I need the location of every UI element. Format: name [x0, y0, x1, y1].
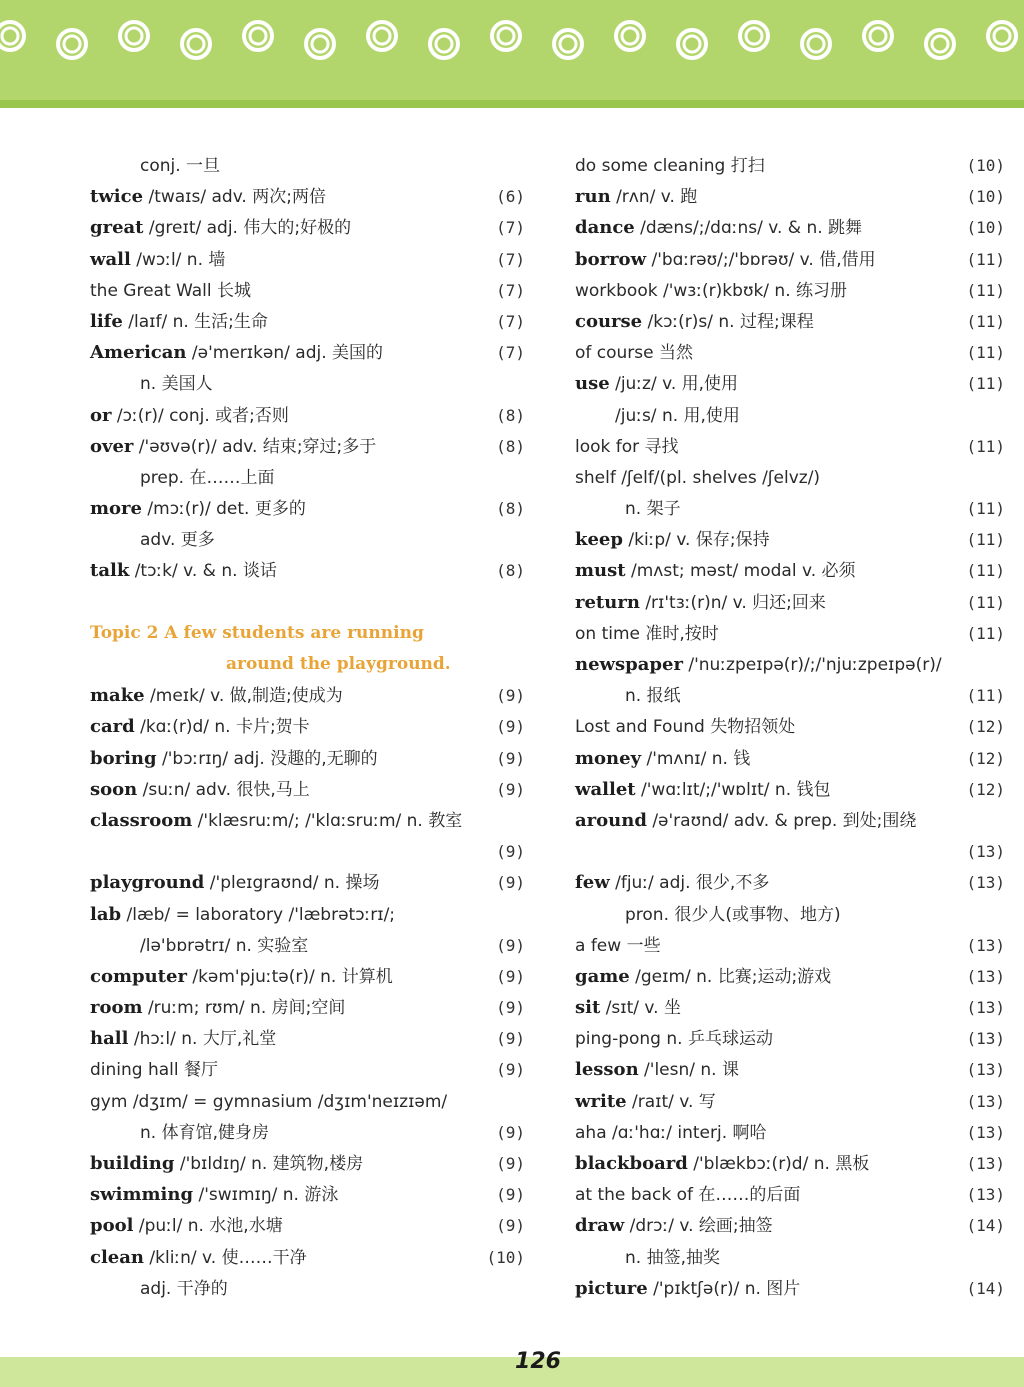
definition: /juːs/ n. 用,使用: [615, 405, 740, 426]
headword: life: [90, 310, 123, 332]
definition: /greɪt/ adj. 伟大的;好极的: [143, 218, 352, 239]
definition: /kiːp/ v. 保存;保持: [622, 530, 770, 551]
ring-icon: [58, 30, 86, 58]
definition: /kɑː(r)d/ n. 卡片;贺卡: [134, 717, 310, 738]
vocab-entry: [575, 306, 1005, 337]
definition: /twaɪs/ adv. 两次;两倍: [143, 187, 326, 208]
vocab-entry: [90, 555, 525, 586]
definition: /hɔːl/ n. 大厅,礼堂: [128, 1029, 277, 1050]
unit-ref: (9): [496, 717, 525, 737]
ring-icon: [994, 28, 1010, 44]
headword: lesson: [575, 1059, 639, 1081]
decorative-rings-icon: [0, 0, 1024, 80]
unit-ref: (11): [966, 436, 1005, 456]
definition: workbook /'wɜː(r)kbʊk/ n. 练习册: [575, 280, 847, 301]
ring-icon: [864, 22, 892, 50]
definition: /dæns/;/dɑːns/ v. & n. 跳舞: [634, 218, 863, 239]
definition: /'bɔːrɪŋ/ adj. 没趣的,无聊的: [156, 748, 378, 769]
definition: /sɪt/ v. 坐: [600, 998, 681, 1019]
spacer: [90, 587, 525, 618]
header-banner: [0, 0, 1024, 108]
headword: wallet: [575, 778, 636, 800]
ring-icon: [312, 36, 328, 52]
vocab-entry: [90, 1242, 525, 1273]
vocab-entry: [90, 524, 525, 555]
headword: write: [575, 1090, 627, 1112]
headword: building: [90, 1153, 175, 1174]
vocab-entry: [90, 680, 525, 711]
unit-ref: (11): [966, 592, 1005, 612]
definition: /'pɪktʃə(r)/ n. 图片: [647, 1278, 801, 1299]
definition: on time 准时,按时: [575, 623, 719, 644]
headword: use: [575, 373, 610, 395]
unit-ref: (13): [966, 998, 1005, 1018]
vocab-entry: [575, 867, 1005, 898]
unit-ref: (9): [496, 873, 525, 893]
ring-icon: [498, 28, 514, 44]
ring-icon: [808, 36, 824, 52]
vocab-entry: [90, 961, 525, 992]
ring-icon: [188, 36, 204, 52]
unit-ref: (8): [496, 436, 525, 456]
headword: around: [575, 809, 647, 831]
definition: do some cleaning 打扫: [575, 156, 765, 176]
vocab-entry: [90, 337, 525, 368]
definition: n. 报纸: [625, 686, 681, 707]
definition: /læb/ = laboratory /'læbrətɔːrɪ/;: [121, 904, 396, 925]
unit-ref: (11): [966, 623, 1005, 643]
ring-icon: [368, 22, 396, 50]
definition: /'blækbɔː(r)d/ n. 黑板: [687, 1154, 870, 1174]
definition: /drɔː/ v. 绘画;抽签: [624, 1216, 773, 1237]
definition: /mʌst; məst/ modal v. 必须: [625, 561, 856, 582]
unit-ref: (11): [966, 530, 1005, 550]
headword: hall: [90, 1028, 129, 1050]
headword: keep: [575, 529, 623, 551]
vocab-entry: [575, 618, 1005, 649]
vocab-entry: [575, 930, 1005, 961]
definition: /'mʌnɪ/ n. 钱: [641, 748, 751, 769]
definition: /ɔː(r)/ conj. 或者;否则: [111, 405, 289, 426]
ring-icon: [560, 36, 576, 52]
definition: pron. 很少人(或事物、地方): [625, 904, 841, 925]
vocab-entry: [90, 1179, 525, 1210]
vocab-entry: [575, 1179, 1005, 1210]
vocab-entry: [575, 1023, 1005, 1054]
ring-icon: [244, 22, 272, 50]
vocab-entry: [90, 836, 525, 867]
unit-ref: (13): [966, 1185, 1005, 1205]
vocab-entry: [575, 743, 1005, 774]
headword: or: [90, 404, 112, 426]
vocab-entry: [90, 493, 525, 524]
vocab-entry: [575, 493, 1005, 524]
ring-icon: [0, 22, 24, 50]
headword: borrow: [575, 248, 647, 270]
unit-ref: (10): [486, 1247, 525, 1267]
unit-ref: (9): [496, 1029, 525, 1049]
unit-ref: (9): [496, 1154, 525, 1173]
definition: ping-pong n. 乒乓球运动: [575, 1029, 773, 1050]
definition: /ruːm; rʊm/ n. 房间;空间: [142, 998, 346, 1019]
headword: dance: [575, 217, 635, 239]
headword: money: [575, 747, 642, 769]
definition: the Great Wall 长城: [90, 280, 252, 301]
unit-ref: (8): [496, 561, 525, 581]
definition: adv. 更多: [140, 530, 215, 551]
vocab-entry: [90, 212, 525, 243]
definition: shelf /ʃelf/(pl. shelves /ʃelvz/): [575, 467, 821, 488]
unit-ref: (13): [966, 1029, 1005, 1049]
definition: gym /dʒɪm/ = gymnasium /dʒɪm'neɪzɪəm/: [90, 1091, 448, 1112]
definition: n. 体育馆,健身房: [140, 1122, 269, 1143]
unit-ref: (7): [496, 343, 525, 363]
definition: adj. 干净的: [140, 1278, 228, 1299]
vocab-entry: [90, 306, 525, 337]
definition: n. 抽签,抽奖: [625, 1247, 720, 1268]
vocab-entry: [575, 1086, 1005, 1117]
headword: draw: [575, 1215, 625, 1237]
vocab-entry: [575, 244, 1005, 275]
vocab-entry: [575, 805, 1005, 836]
definition: /'klæsruːm/; /'klɑːsruːm/ n. 教室: [192, 810, 463, 831]
unit-ref: (13): [966, 1060, 1005, 1080]
unit-ref: (10): [966, 187, 1005, 207]
vocab-entry: [575, 1273, 1005, 1304]
ring-icon: [988, 22, 1016, 50]
ring-icon: [120, 22, 148, 50]
definition: /'pleɪgraʊnd/ n. 操场: [204, 873, 380, 894]
headword: swimming: [90, 1184, 194, 1206]
ring-icon: [436, 36, 452, 52]
ring-icon: [746, 28, 762, 44]
vocab-entry: [575, 150, 1005, 181]
unit-ref: (14): [966, 1216, 1005, 1236]
headword: pool: [90, 1215, 134, 1237]
ring-icon: [870, 28, 886, 44]
definition: /geɪm/ n. 比赛;运动;游戏: [629, 966, 832, 987]
unit-ref: (13): [966, 873, 1005, 893]
vocab-entry: [575, 1242, 1005, 1273]
vocab-entry: [575, 400, 1005, 431]
vocab-entry: [90, 1023, 525, 1054]
unit-ref: (7): [496, 311, 525, 331]
headword: newspaper: [575, 654, 683, 675]
definition: /suːn/ adv. 很快,马上: [137, 779, 310, 800]
ring-icon: [932, 36, 948, 52]
headword: over: [90, 435, 134, 457]
vocab-entry: [575, 181, 1005, 212]
vocab-entry: [575, 555, 1005, 586]
unit-ref: (13): [966, 966, 1005, 986]
definition: /kliːn/ v. 使……干净: [144, 1247, 307, 1268]
ring-icon: [622, 28, 638, 44]
headword: course: [575, 310, 643, 332]
headword: twice: [90, 186, 144, 208]
vocab-entry: [90, 150, 525, 181]
vocab-entry: [575, 711, 1005, 742]
vocab-entry: [90, 711, 525, 742]
unit-ref: (11): [966, 499, 1005, 519]
definition: /tɔːk/ v. & n. 谈话: [129, 561, 277, 582]
unit-ref: (9): [496, 1185, 525, 1205]
vocab-entry: [90, 774, 525, 805]
vocab-entry: [575, 899, 1005, 930]
headword: room: [90, 997, 143, 1019]
ring-icon: [430, 30, 458, 58]
headword: wall: [90, 248, 131, 270]
headword: must: [575, 560, 626, 582]
banner-edge: [0, 100, 1024, 108]
vocab-entry: [575, 836, 1005, 867]
headword: sit: [575, 997, 601, 1019]
ring-icon: [64, 36, 80, 52]
headword: more: [90, 498, 142, 520]
definition: /rʌn/ v. 跑: [610, 187, 698, 208]
vocab-entry: [90, 431, 525, 462]
unit-ref: (11): [966, 311, 1005, 331]
unit-ref: (9): [496, 1060, 525, 1080]
vocab-entry: [575, 961, 1005, 992]
unit-ref: (9): [496, 1122, 525, 1142]
headword: boring: [90, 747, 157, 769]
ring-icon: [740, 22, 768, 50]
unit-ref: (7): [496, 249, 525, 269]
headword: soon: [90, 778, 138, 800]
headword: card: [90, 716, 135, 738]
unit-ref: (9): [496, 686, 525, 706]
headword: blackboard: [575, 1153, 688, 1174]
vocab-entry: [575, 587, 1005, 618]
definition: /'əʊvə(r)/ adv. 结束;穿过;多于: [133, 436, 377, 457]
ring-icon: [250, 28, 266, 44]
ring-icon: [616, 22, 644, 50]
definition: /juːz/ v. 用,使用: [609, 374, 739, 395]
vocab-entry: [90, 462, 525, 493]
definition: /ə'merɪkən/ adj. 美国的: [186, 343, 384, 364]
definition: /laɪf/ n. 生活;生命: [122, 311, 268, 332]
unit-ref: (10): [966, 156, 1005, 175]
unit-ref: (9): [496, 842, 525, 862]
unit-ref: (11): [966, 374, 1005, 394]
ring-icon: [306, 30, 334, 58]
unit-ref: (14): [966, 1278, 1005, 1298]
headword: return: [575, 591, 640, 613]
definition: /'swɪmɪŋ/ n. 游泳: [193, 1185, 339, 1206]
unit-ref: (11): [966, 686, 1005, 706]
definition: at the back of 在……的后面: [575, 1185, 801, 1206]
ring-icon: [802, 30, 830, 58]
topic-heading: Topic 2 A few students are running: [90, 622, 424, 643]
definition: /'lesn/ n. 课: [638, 1060, 739, 1081]
definition: /'bɑːrəʊ/;/'bɒrəʊ/ v. 借,借用: [646, 249, 876, 270]
definition: /'nuːzpeɪpə(r)/;/'njuːzpeɪpə(r)/: [682, 655, 942, 675]
topic-heading-cont: around the playground.: [226, 654, 451, 674]
ring-icon: [678, 30, 706, 58]
vocab-entry: [575, 1210, 1005, 1241]
headword: clean: [90, 1246, 144, 1268]
unit-ref: (13): [966, 1154, 1005, 1173]
vocab-entry: [575, 212, 1005, 243]
ring-icon: [926, 30, 954, 58]
headword: American: [90, 342, 187, 364]
vocab-entry: [90, 930, 525, 961]
vocab-entry: [90, 400, 525, 431]
vocab-entry: [575, 431, 1005, 462]
vocab-entry: [90, 1086, 525, 1117]
unit-ref: (9): [496, 779, 525, 799]
vocab-entry: [90, 867, 525, 898]
vocab-entry: [90, 181, 525, 212]
vocab-column-right: [575, 150, 1005, 1304]
vocab-entry: [575, 1148, 1005, 1179]
unit-ref: (11): [966, 249, 1005, 269]
vocab-entry: [90, 1148, 525, 1179]
unit-ref: (7): [496, 218, 525, 238]
headword: few: [575, 872, 610, 894]
vocab-entry: [90, 1210, 525, 1241]
definition: /'wɑːlɪt/;/'wɒlɪt/ n. 钱包: [635, 779, 831, 800]
vocab-entry: [90, 368, 525, 399]
vocab-entry: [575, 524, 1005, 555]
vocab-entry: [575, 337, 1005, 368]
unit-ref: (13): [966, 1122, 1005, 1142]
vocab-entry: [575, 275, 1005, 306]
definition: prep. 在……上面: [140, 467, 275, 488]
unit-ref: (9): [496, 935, 525, 955]
unit-ref: (6): [496, 187, 525, 207]
unit-ref: (9): [496, 1216, 525, 1236]
definition: conj. 一旦: [140, 156, 221, 176]
definition: /mɔː(r)/ det. 更多的: [142, 499, 306, 520]
headword: great: [90, 217, 144, 239]
vocab-entry: [90, 1273, 525, 1304]
unit-ref: (13): [966, 1091, 1005, 1111]
definition: Lost and Found 失物招领处: [575, 717, 796, 738]
definition: /fjuː/ adj. 很少,不多: [609, 873, 770, 894]
definition: look for 寻找: [575, 436, 679, 457]
ring-icon: [374, 28, 390, 44]
vocab-entry: [90, 992, 525, 1023]
unit-ref: (7): [496, 280, 525, 300]
ring-icon: [126, 28, 142, 44]
vocab-column-left: [90, 150, 525, 1304]
vocab-entry: [90, 275, 525, 306]
definition: /ə'raʊnd/ adv. & prep. 到处;围绕: [646, 810, 917, 831]
unit-ref: (8): [496, 405, 525, 425]
unit-ref: (13): [966, 842, 1005, 862]
ring-icon: [684, 36, 700, 52]
definition: n. 架子: [625, 499, 681, 520]
headword: game: [575, 965, 630, 987]
vocab-entry: [575, 649, 1005, 680]
definition: dining hall 餐厅: [90, 1060, 219, 1081]
definition: /raɪt/ v. 写: [626, 1091, 716, 1112]
vocab-entry: [90, 244, 525, 275]
headword: classroom: [90, 809, 193, 831]
vocab-entry: [90, 743, 525, 774]
unit-ref: (9): [496, 748, 525, 768]
unit-ref: (11): [966, 343, 1005, 363]
vocab-entry: [575, 680, 1005, 711]
definition: aha /ɑː'hɑː/ interj. 啊哈: [575, 1122, 767, 1143]
definition: /puːl/ n. 水池,水塘: [133, 1216, 283, 1237]
vocab-entry: [90, 805, 525, 836]
definition: /kəm'pjuːtə(r)/ n. 计算机: [186, 966, 393, 987]
definition: n. 美国人: [140, 374, 213, 395]
unit-ref: (9): [496, 998, 525, 1018]
ring-icon: [2, 28, 18, 44]
headword: lab: [90, 903, 122, 925]
vocab-entry: [575, 1054, 1005, 1085]
page-number: 126: [515, 1349, 561, 1374]
unit-ref: (10): [966, 218, 1005, 238]
definition: /meɪk/ v. 做,制造;使成为: [144, 686, 343, 707]
definition: /wɔːl/ n. 墙: [130, 249, 226, 270]
vocab-entry: [575, 1117, 1005, 1148]
headword: make: [90, 685, 145, 707]
vocab-entry: [575, 368, 1005, 399]
unit-ref: (12): [966, 717, 1005, 737]
vocab-entry: [90, 899, 525, 930]
unit-ref: (12): [966, 779, 1005, 799]
ring-icon: [182, 30, 210, 58]
headword: playground: [90, 872, 205, 894]
definition: /kɔː(r)s/ n. 过程;课程: [642, 311, 814, 332]
definition: a few 一些: [575, 935, 661, 956]
headword: run: [575, 186, 611, 208]
unit-ref: (13): [966, 935, 1005, 955]
headword: picture: [575, 1277, 648, 1299]
vocab-entry: [575, 462, 1005, 493]
unit-ref: (11): [966, 280, 1005, 300]
definition: /lə'bɒrətrɪ/ n. 实验室: [140, 935, 309, 956]
unit-ref: (12): [966, 748, 1005, 768]
vocab-entry: [90, 1054, 525, 1085]
unit-ref: (9): [496, 966, 525, 986]
headword: talk: [90, 560, 130, 582]
ring-icon: [492, 22, 520, 50]
vocab-entry: [575, 992, 1005, 1023]
definition: of course 当然: [575, 343, 694, 364]
definition: /'bɪldɪŋ/ n. 建筑物,楼房: [174, 1154, 364, 1174]
headword: computer: [90, 965, 187, 987]
vocab-entry: [90, 1117, 525, 1148]
unit-ref: (11): [966, 561, 1005, 581]
unit-ref: (8): [496, 499, 525, 519]
definition: /rɪ'tɜː(r)n/ v. 归还;回来: [639, 592, 826, 613]
vocab-entry: [575, 774, 1005, 805]
ring-icon: [554, 30, 582, 58]
